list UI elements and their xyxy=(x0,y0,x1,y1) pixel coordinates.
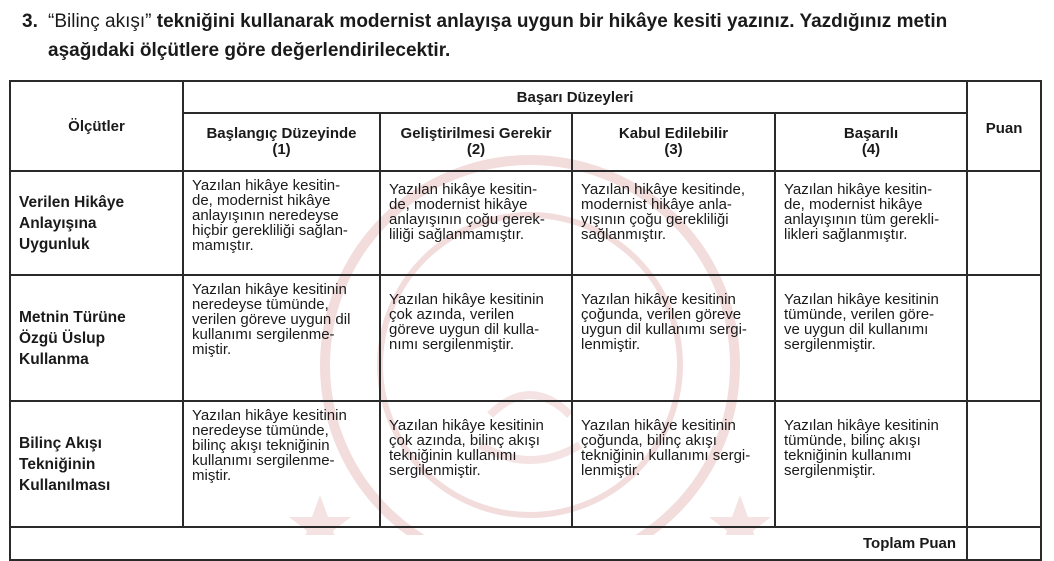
level-number: (1) xyxy=(272,141,291,158)
question-line2: aşağıdaki ölçütlere göre değerlendirilecektir. xyxy=(48,40,451,61)
descriptor-line: de, modernist hikâye xyxy=(784,196,923,213)
descriptor-line: tümünde, bilinç akışı xyxy=(784,432,921,449)
total-score-cell[interactable] xyxy=(967,527,1041,560)
descriptor-line: liliği sağlanmamıştır. xyxy=(389,226,525,243)
descriptor-cell xyxy=(183,401,380,527)
descriptor-line: sağlanmıştır. xyxy=(581,226,667,243)
level-number: (3) xyxy=(664,141,683,158)
descriptor-line: çoğunda, bilinç akışı xyxy=(581,432,717,449)
descriptor-line: ve uygun dil kullanımı xyxy=(784,321,929,338)
descriptor-cell xyxy=(380,171,572,275)
question-text xyxy=(22,7,1047,65)
level-name: Kabul Edilebilir xyxy=(618,125,729,142)
criterion-line: Uygunluk xyxy=(19,235,90,253)
descriptor-cell xyxy=(775,171,967,275)
descriptor-line: Yazılan hikâye kesitin- xyxy=(192,177,341,194)
descriptor-line: tekniğinin kullanımı xyxy=(389,447,517,464)
descriptor-line: sergilenmiştir. xyxy=(784,462,876,479)
descriptor-line: sergilenmiştir. xyxy=(389,462,481,479)
descriptor-line: kullanımı sergilenme- xyxy=(192,452,335,469)
descriptor-line: bilinç akışı tekniğinin xyxy=(192,437,330,454)
descriptor-line: çok azında, bilinç akışı xyxy=(389,432,540,449)
level-header-4 xyxy=(775,113,967,171)
descriptor-line: Yazılan hikâye kesitinin xyxy=(389,417,544,434)
rubric-table xyxy=(9,80,1042,561)
criterion-cell xyxy=(10,171,183,275)
descriptor-line: çoğunda, verilen göreve xyxy=(581,306,742,323)
criterion-line: Özgü Üslup xyxy=(19,329,106,347)
descriptor-line: Yazılan hikâye kesitinin xyxy=(389,291,544,308)
criterion-line: Tekniğinin xyxy=(19,455,96,473)
criteria-header: Ölçütler xyxy=(10,81,183,171)
descriptor-line: kullanımı sergilenme- xyxy=(192,326,335,343)
descriptor-line: miştir. xyxy=(192,341,232,358)
descriptor-line: sergilenmiştir. xyxy=(784,336,876,353)
table-row xyxy=(10,171,1041,275)
question-number: 3. xyxy=(22,11,38,32)
question-rest: tekniğini kullanarak modernist anlayışa uygun bir hikâye kesiti yazınız. Yazdığınız metin xyxy=(151,11,948,32)
descriptor-line: Yazılan hikâye kesitinin xyxy=(192,407,347,424)
level-name: Geliştirilmesi Gerekir xyxy=(400,125,552,142)
descriptor-cell xyxy=(775,401,967,527)
score-cell[interactable] xyxy=(967,171,1041,275)
level-name: Başarılı xyxy=(843,125,899,142)
criterion-line: Kullanma xyxy=(19,350,89,368)
table-row xyxy=(10,401,1041,527)
descriptor-line: de, modernist hikâye xyxy=(192,192,331,209)
descriptor-cell xyxy=(775,275,967,401)
descriptor-line: tümünde, verilen göre- xyxy=(784,306,935,323)
descriptor-line: Yazılan hikâye kesitinin xyxy=(581,417,736,434)
criterion-line: Anlayışına xyxy=(19,214,97,232)
descriptor-line: de, modernist hikâye xyxy=(389,196,528,213)
descriptor-line: lenmiştir. xyxy=(581,336,641,353)
descriptor-line: Yazılan hikâye kesitinin xyxy=(192,281,347,298)
descriptor-cell xyxy=(380,275,572,401)
descriptor-line: yışının çoğu gerekliliği xyxy=(581,211,729,228)
score-header: Puan xyxy=(967,81,1041,171)
level-header-1 xyxy=(183,113,380,171)
descriptor-line: lenmiştir. xyxy=(581,462,641,479)
score-cell[interactable] xyxy=(967,401,1041,527)
descriptor-line: miştir. xyxy=(192,467,232,484)
descriptor-line: çok azında, verilen xyxy=(389,306,515,323)
criterion-line: Kullanılması xyxy=(19,476,111,494)
descriptor-line: göreve uygun dil kulla- xyxy=(389,321,540,338)
descriptor-line: tekniğinin kullanımı xyxy=(784,447,912,464)
descriptor-line: Yazılan hikâye kesitinin xyxy=(784,291,939,308)
descriptor-line: neredeyse tümünde, xyxy=(192,296,329,313)
descriptor-line: anlayışının çoğu gerek- xyxy=(389,211,545,228)
descriptor-line: likleri sağlanmıştır. xyxy=(784,226,908,243)
level-number: (2) xyxy=(466,141,486,158)
levels-header: Başarı Düzeyleri xyxy=(183,81,967,113)
total-score-label: Toplam Puan xyxy=(10,527,967,560)
descriptor-line: mamıştır. xyxy=(192,237,254,254)
descriptor-cell xyxy=(183,275,380,401)
descriptor-line: Yazılan hikâye kesitinin xyxy=(581,291,736,308)
descriptor-line: tekniğinin kullanımı sergi- xyxy=(581,447,751,464)
descriptor-line: uygun dil kullanımı sergi- xyxy=(581,321,747,338)
criterion-line: Verilen Hikâye xyxy=(19,193,125,211)
descriptor-cell xyxy=(183,171,380,275)
descriptor-cell xyxy=(572,401,775,527)
descriptor-line: Yazılan hikâye kesitinin xyxy=(784,417,939,434)
descriptor-cell xyxy=(572,275,775,401)
descriptor-cell xyxy=(572,171,775,275)
descriptor-cell xyxy=(380,401,572,527)
question-lead: “Bilinç akışı” xyxy=(48,11,152,32)
descriptor-line: anlayışının tüm gerekli- xyxy=(784,211,940,228)
descriptor-line: verilen göreve uygun dil xyxy=(192,311,351,328)
descriptor-line: neredeyse tümünde, xyxy=(192,422,329,439)
descriptor-line: anlayışının neredeyse xyxy=(192,207,339,224)
criterion-cell xyxy=(10,275,183,401)
descriptor-line: modernist hikâye anla- xyxy=(581,196,732,213)
descriptor-line: hiçbir gerekliliği sağlan- xyxy=(192,222,348,239)
total-row xyxy=(10,527,1041,560)
level-header-2 xyxy=(380,113,572,171)
criterion-cell xyxy=(10,401,183,527)
score-cell[interactable] xyxy=(967,275,1041,401)
criterion-line: Metnin Türüne xyxy=(19,308,126,326)
level-name: Başlangıç Düzeyinde xyxy=(206,125,357,142)
level-number: (4) xyxy=(861,141,881,158)
descriptor-line: Yazılan hikâye kesitin- xyxy=(784,181,933,198)
table-row xyxy=(10,275,1041,401)
descriptor-line: nımı sergilenmiştir. xyxy=(389,336,515,353)
descriptor-line: Yazılan hikâye kesitinde, xyxy=(581,181,745,198)
criterion-line: Bilinç Akışı xyxy=(19,434,102,452)
level-header-3 xyxy=(572,113,775,171)
descriptor-line: Yazılan hikâye kesitin- xyxy=(389,181,538,198)
